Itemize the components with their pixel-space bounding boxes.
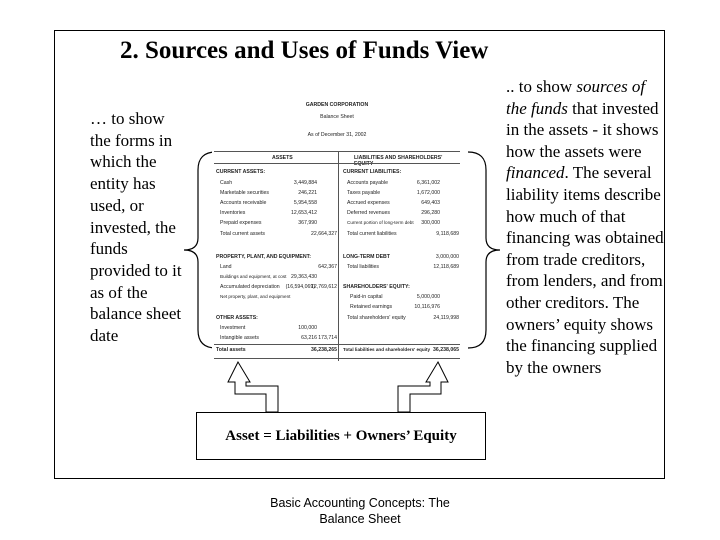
bs-date: As of December 31, 2002 <box>307 132 367 138</box>
bs-ca-total: 22,664,327 <box>311 231 337 237</box>
bs-ca-value: 246,221 <box>298 190 317 196</box>
bs-bldg-value: 29,363,430 <box>291 274 317 280</box>
bs-accdep-net: 12,769,612 <box>311 284 337 290</box>
bs-oa-total: 173,714 <box>318 335 337 341</box>
bs-tse-label: Total shareholders' equity <box>347 315 406 321</box>
bs-tle-label: Total liabilities and shareholders' equity <box>343 347 431 352</box>
bs-ret-value: 10,116,976 <box>414 304 440 310</box>
bs-ltd-value: 3,000,000 <box>435 254 459 260</box>
bs-paid-value: 5,000,000 <box>416 294 440 300</box>
bs-cl-total-label: Total current liabilities <box>347 231 397 237</box>
bs-cl-value: 300,000 <box>421 220 440 226</box>
bs-divider <box>338 151 339 361</box>
bs-ca-label: Cash <box>220 180 233 186</box>
right-note: .. to show sources of the funds that invested in the assets - it shows how the assets were financed. The several liability items describe how much of that financing was obtained from trade creditors, from lenders, and from other creditors. The owners’ equity shows the financing supplied by the owners <box>506 77 664 377</box>
footer-line1: Basic Accounting Concepts: The <box>270 496 450 510</box>
bs-paid-label: Paid-in capital <box>350 294 383 300</box>
right-brace <box>466 150 502 350</box>
bs-oa-hdr: OTHER ASSETS: <box>216 315 258 321</box>
bs-intan-label: Intangible assets <box>220 335 259 341</box>
bs-ca-value: 3,449,884 <box>293 180 317 186</box>
bs-rule <box>214 344 460 345</box>
bs-land-label: Land <box>220 264 232 270</box>
left-arrow <box>226 360 306 414</box>
bs-tse-value: 24,119,998 <box>433 315 459 321</box>
bs-nppe-label: Net property, plant, and equipment <box>220 294 291 299</box>
bs-col-assets: ASSETS <box>272 155 293 161</box>
bs-ppe-hdr: PROPERTY, PLANT, AND EQUIPMENT: <box>216 254 311 260</box>
bs-se-hdr: SHAREHOLDERS' EQUITY: <box>343 284 410 290</box>
bs-land-value: 642,367 <box>318 264 337 270</box>
bs-inv-value: 100,000 <box>298 325 317 331</box>
bs-ca-label: Prepaid expenses <box>220 220 262 226</box>
bs-ta-label: Total assets <box>216 347 246 353</box>
right-arrow <box>370 360 450 414</box>
bs-inv-label: Investment <box>220 325 246 331</box>
bs-cl-value: 649,403 <box>421 200 440 206</box>
bs-cl-hdr: CURRENT LIABILITIES: <box>343 169 402 175</box>
bs-accdep-label: Accumulated depreciation <box>220 284 280 290</box>
bs-bldg-label: Buildings and equipment, at cost <box>220 274 287 279</box>
bs-ca-label: Inventories <box>220 210 246 216</box>
bs-tle-value: 36,238,065 <box>433 347 459 353</box>
bs-rule <box>214 358 460 359</box>
bs-intan-value: 63,216 <box>301 335 317 341</box>
slide-footer <box>255 495 465 527</box>
slide-title: 2. Sources and Uses of Funds View <box>120 37 489 64</box>
bs-ret-label: Retained earnings <box>350 304 393 310</box>
bs-ca-value: 367,990 <box>298 220 317 226</box>
bs-company: GARDEN CORPORATION <box>305 102 369 108</box>
bs-ca-label: Accounts receivable <box>220 200 267 206</box>
bs-cl-label: Deferred revenues <box>347 210 390 216</box>
bs-cl-label: Accounts payable <box>347 180 388 186</box>
bs-rule <box>214 151 460 152</box>
bs-ltd-hdr: LONG-TERM DEBT <box>343 254 390 260</box>
bs-total-liab-label: Total liabilities <box>347 264 380 270</box>
bs-ca-label: Marketable securities <box>220 190 270 196</box>
bs-ca-value: 5,954,558 <box>293 200 317 206</box>
bs-total-liab: 12,118,689 <box>433 264 459 270</box>
bs-cl-value: 6,361,002 <box>416 180 440 186</box>
bs-accdep-value: (16,594,069) <box>285 284 315 290</box>
bs-cl-value: 1,672,000 <box>416 190 440 196</box>
bs-cl-value: 296,280 <box>421 210 440 216</box>
bs-rule <box>214 163 460 164</box>
bs-cl-label: Taxes payable <box>347 190 381 196</box>
balance-sheet-image <box>212 96 462 362</box>
bs-ca-hdr: CURRENT ASSETS: <box>216 169 266 175</box>
bs-col-liab: LIABILITIES AND SHAREHOLDERS' EQUITY <box>354 155 443 167</box>
bs-name: Balance Sheet <box>320 114 354 120</box>
bs-cl-label: Accrued expenses <box>347 200 390 206</box>
footer-line2: Balance Sheet <box>319 512 401 526</box>
bs-cl-total: 9,118,689 <box>436 231 459 237</box>
bs-ca-value: 12,653,412 <box>291 210 317 216</box>
bs-ca-total-label: Total current assets <box>220 231 265 237</box>
bs-cl-label: Current portion of long-term debt <box>347 220 414 225</box>
accounting-equation: Asset = Liabilities + Owners’ Equity <box>196 412 486 460</box>
bs-ta-value: 36,238,265 <box>311 347 337 353</box>
left-note: … to show the forms in which the entity has used, or invested, the funds provided to it as of the balance sheet date <box>90 109 182 346</box>
